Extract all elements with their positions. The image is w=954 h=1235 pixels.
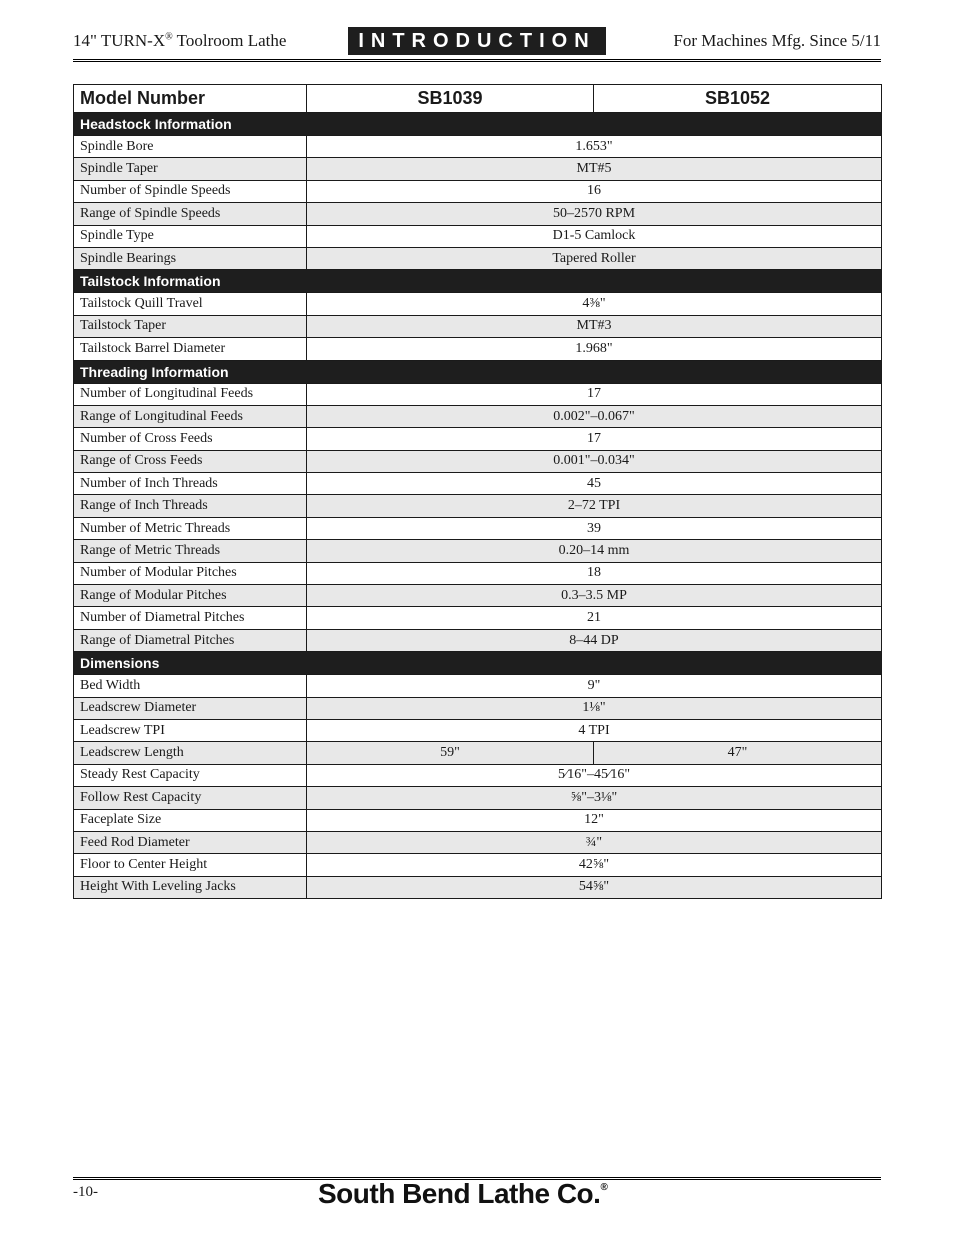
spec-value: Tapered Roller [307,247,882,269]
spec-row [74,136,882,158]
spec-label: Range of Spindle Speeds [74,203,307,225]
spec-label: Feed Rod Diameter [74,831,307,853]
spec-label: Faceplate Size [74,809,307,831]
spec-label: Floor to Center Height [74,854,307,876]
spec-value: MT#3 [307,315,882,337]
section-header-row [74,652,882,675]
spec-label: Spindle Bearings [74,247,307,269]
spec-value: 0.001"–0.034" [307,450,882,472]
spec-row [74,247,882,269]
spec-value: 39 [307,517,882,539]
spec-row [74,203,882,225]
section-header-row [74,360,882,383]
section-title: Threading Information [74,360,882,383]
spec-label: Number of Inch Threads [74,473,307,495]
spec-value: 0.002"–0.067" [307,405,882,427]
model-sb1039: SB1039 [307,85,594,113]
spec-label: Range of Diametral Pitches [74,629,307,651]
spec-label: Leadscrew TPI [74,719,307,741]
spec-label: Number of Metric Threads [74,517,307,539]
spec-row [74,562,882,584]
spec-row [74,831,882,853]
spec-label: Steady Rest Capacity [74,764,307,786]
spec-label: Range of Inch Threads [74,495,307,517]
spec-value: 16 [307,180,882,202]
spec-label: Tailstock Quill Travel [74,293,307,315]
spec-row [74,742,882,764]
model-sb1052: SB1052 [594,85,882,113]
section-header-row [74,113,882,136]
spec-value: D1-5 Camlock [307,225,882,247]
spec-value: 1⅛" [307,697,882,719]
spec-label: Number of Longitudinal Feeds [74,383,307,405]
section-title: INTRODUCTION [348,27,606,55]
spec-row [74,473,882,495]
spec-row [74,180,882,202]
spec-value: 54⅝" [307,876,882,898]
spec-label: Leadscrew Length [74,742,307,764]
spec-row [74,428,882,450]
model-number-label: Model Number [74,85,307,113]
spec-label: Follow Rest Capacity [74,787,307,809]
specification-table [73,84,882,899]
spec-value: 1.653" [307,136,882,158]
spec-value: 45 [307,473,882,495]
spec-row [74,315,882,337]
spec-row [74,225,882,247]
spec-row [74,787,882,809]
spec-row [74,629,882,651]
spec-row [74,495,882,517]
section-header-row [74,270,882,293]
spec-label: Range of Modular Pitches [74,585,307,607]
machines-note: For Machines Mfg. Since 5/11 [673,31,881,50]
spec-label: Leadscrew Diameter [74,697,307,719]
spec-row [74,809,882,831]
spec-value: 47" [594,742,882,764]
section-title: Headstock Information [74,113,882,136]
spec-row [74,854,882,876]
spec-value: 4 TPI [307,719,882,741]
page-number: -10- [73,1184,98,1200]
spec-value: 4⅜" [307,293,882,315]
spec-row [74,293,882,315]
spec-value: 50–2570 RPM [307,203,882,225]
page-header [73,27,881,57]
spec-row [74,450,882,472]
spec-row [74,383,882,405]
spec-label: Number of Spindle Speeds [74,180,307,202]
spec-label: Bed Width [74,675,307,697]
spec-label: Tailstock Taper [74,315,307,337]
spec-label: Range of Longitudinal Feeds [74,405,307,427]
spec-label: Spindle Bore [74,136,307,158]
spec-value: 42⅝" [307,854,882,876]
spec-row [74,405,882,427]
spec-row [74,607,882,629]
spec-row [74,158,882,180]
spec-label: Range of Metric Threads [74,540,307,562]
spec-label: Spindle Taper [74,158,307,180]
brand-logo: South Bend Lathe Co.® [318,1178,608,1209]
spec-value: 17 [307,428,882,450]
spec-value: 59" [307,742,594,764]
spec-value: 8–44 DP [307,629,882,651]
spec-value: 17 [307,383,882,405]
spec-label: Number of Diametral Pitches [74,607,307,629]
spec-value: 18 [307,562,882,584]
spec-value: 0.20–14 mm [307,540,882,562]
spec-row [74,719,882,741]
manual-title: 14" TURN-X® Toolroom Lathe [73,31,287,50]
spec-value: ¾" [307,831,882,853]
spec-row [74,697,882,719]
spec-row [74,540,882,562]
header-rule [73,59,881,62]
spec-label: Number of Modular Pitches [74,562,307,584]
spec-value: 9" [307,675,882,697]
spec-label: Spindle Type [74,225,307,247]
spec-row [74,876,882,898]
spec-value: 0.3–3.5 MP [307,585,882,607]
spec-value: 5⁄16"–45⁄16" [307,764,882,786]
section-title: Dimensions [74,652,882,675]
spec-value: 12" [307,809,882,831]
spec-row [74,764,882,786]
spec-value: MT#5 [307,158,882,180]
spec-label: Range of Cross Feeds [74,450,307,472]
spec-row [74,585,882,607]
spec-label: Height With Leveling Jacks [74,876,307,898]
spec-label: Tailstock Barrel Diameter [74,338,307,360]
spec-row [74,338,882,360]
spec-value: ⅝"–3⅛" [307,787,882,809]
spec-value: 2–72 TPI [307,495,882,517]
model-header-row [74,85,882,113]
spec-row [74,517,882,539]
spec-label: Number of Cross Feeds [74,428,307,450]
spec-value: 21 [307,607,882,629]
spec-row [74,675,882,697]
section-title: Tailstock Information [74,270,882,293]
spec-value: 1.968" [307,338,882,360]
